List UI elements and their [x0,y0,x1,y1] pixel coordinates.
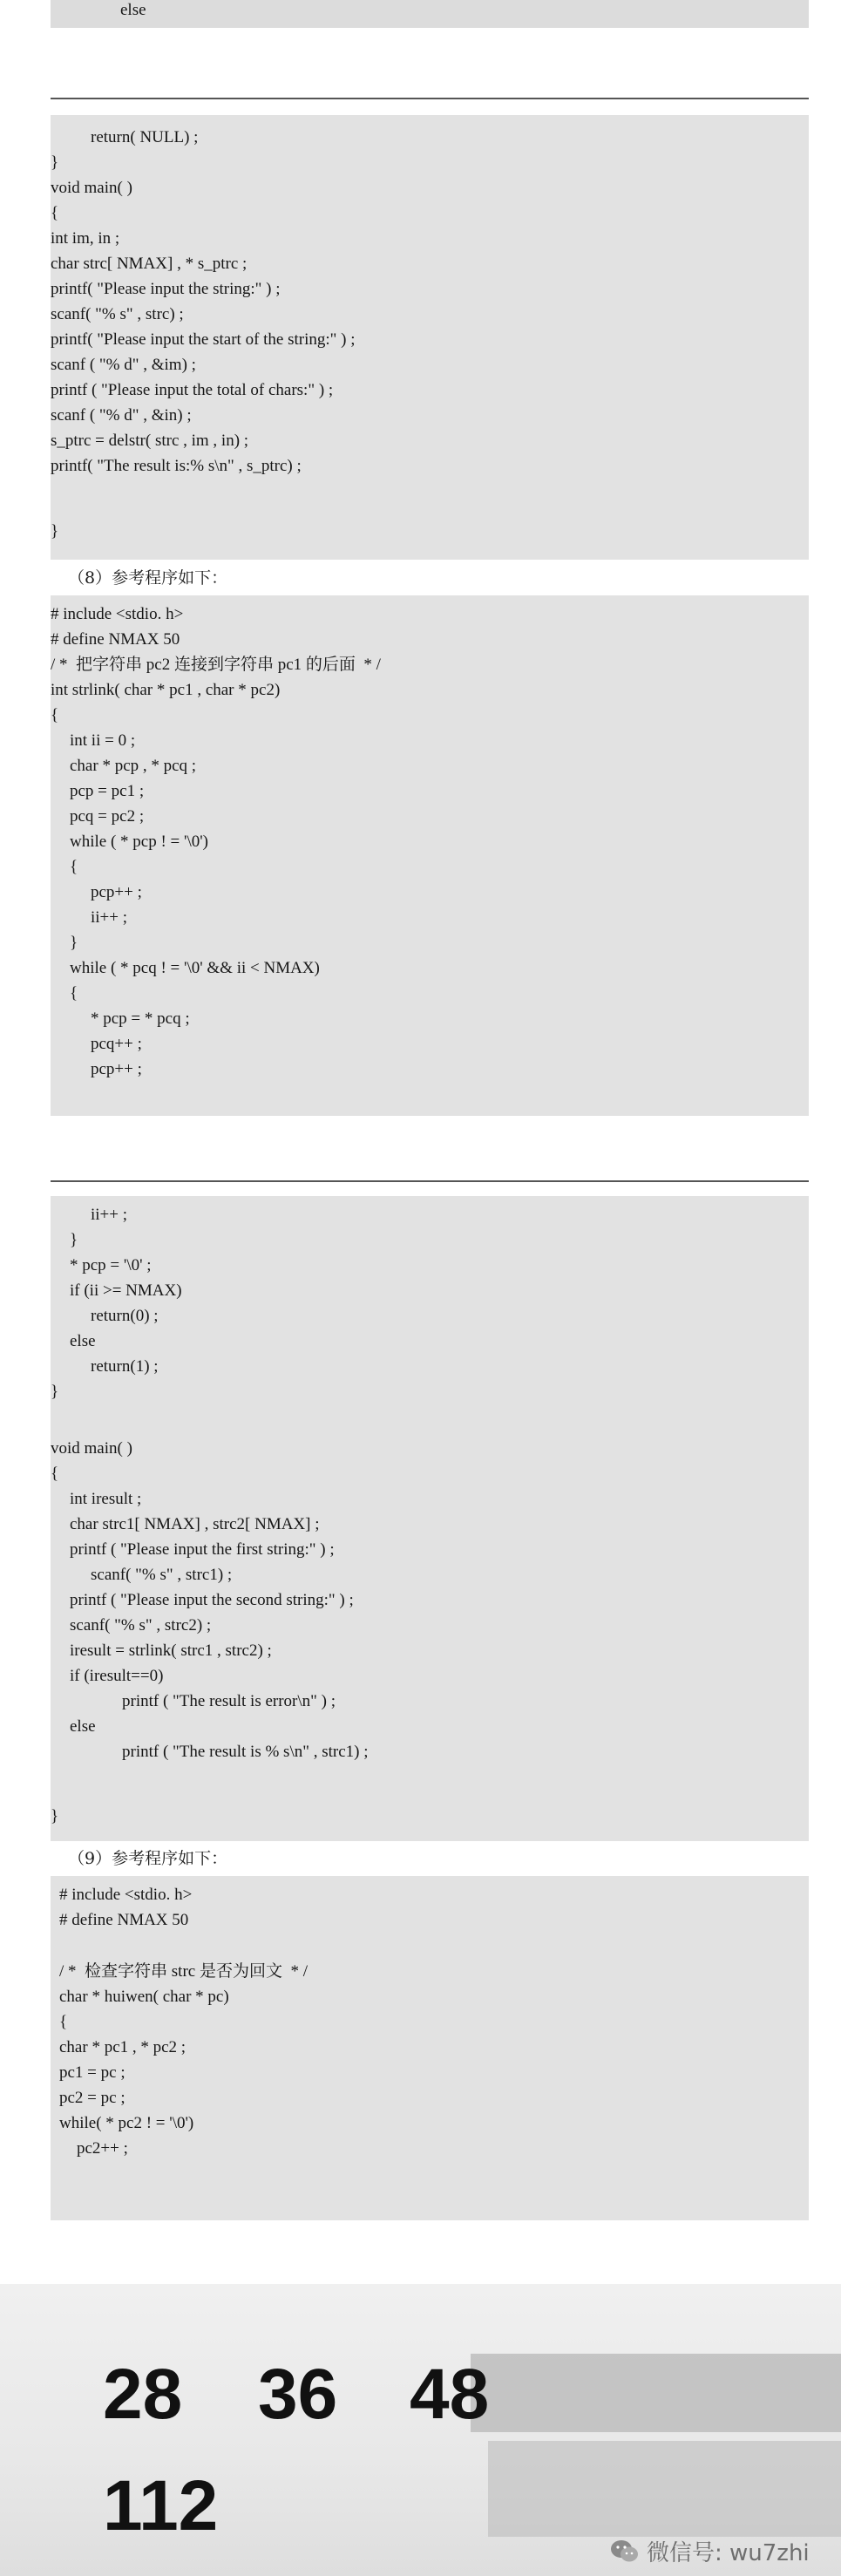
code-line: else [120,1,146,19]
code-line: { [59,2013,68,2031]
code-line: char * pcp , * pcq ; [70,757,197,775]
code-line: printf ( "The result is % s\n" , strc1) ; [122,1743,369,1761]
number-label: 48 [410,2355,490,2434]
code-line: # include <stdio. h> [51,605,184,623]
code-block-strlink [51,595,809,1116]
code-line: return( NULL) ; [91,128,199,146]
code-line: return(0) ; [91,1307,159,1325]
code-line: } [51,1383,59,1401]
code-line: char strc1[ NMAX] , strc2[ NMAX] ; [70,1515,320,1533]
code-line: pc2 = pc ; [59,2089,125,2107]
code-line: } [70,1231,78,1249]
code-line: * pcp = '\0' ; [70,1256,152,1274]
code-line: int strlink( char * pc1 , char * pc2) [51,681,281,699]
code-line: printf( "The result is:% s\n" , s_ptrc) ; [51,457,302,475]
code-line: int iresult ; [70,1490,142,1508]
code-line: } [70,934,78,952]
code-line: while ( * pcp ! = '\0') [70,833,208,851]
code-line: scanf ( "% d" , &in) ; [51,406,192,425]
code-line: char strc[ NMAX] , * s_ptrc ; [51,255,248,273]
blurred-text-block [488,2441,841,2537]
code-line: scanf( "% s" , strc2) ; [70,1616,212,1635]
code-line: char * huiwen( char * pc) [59,1988,229,2006]
blurred-text-block [471,2354,841,2432]
number-label: 36 [258,2355,338,2434]
code-block-huiwen [51,1876,809,2220]
code-line: pcq++ ; [91,1035,142,1053]
code-line: if (iresult==0) [70,1667,164,1685]
watermark-text: 微信号: wu7zhi [647,2540,810,2566]
code-line: { [51,706,59,724]
code-line: if (ii >= NMAX) [70,1281,182,1300]
code-line: pc1 = pc ; [59,2063,125,2082]
code-line: iresult = strlink( strc1 , strc2) ; [70,1641,272,1660]
code-line: void main( ) [51,1439,132,1458]
wechat-icon [610,2539,640,2565]
code-line: scanf ( "% d" , &im) ; [51,356,196,374]
code-line: # define NMAX 50 [59,1911,189,1929]
code-line: / * 检查字符串 strc 是否为回文 * / [59,1962,308,1981]
code-line: } [51,522,59,540]
code-line: printf ( "Please input the first string:" ) ; [70,1540,335,1559]
code-line: * pcp = * pcq ; [91,1009,190,1028]
code-line: } [51,1807,59,1825]
code-line: while( * pc2 ! = '\0') [59,2114,194,2132]
code-line: return(1) ; [91,1357,159,1376]
page-divider [51,98,809,99]
code-line: pcq = pc2 ; [70,807,145,826]
code-line: printf ( "Please input the total of chars:" ) ; [51,381,334,399]
code-line: pcp++ ; [91,883,142,901]
code-line: printf( "Please input the string:" ) ; [51,280,281,298]
code-line: # include <stdio. h> [59,1886,193,1904]
code-line: void main( ) [51,179,132,197]
code-line: } [51,153,59,172]
section-heading-9: （9）参考程序如下： [68,1849,228,1868]
code-line: printf ( "The result is error\n" ) ; [122,1692,336,1710]
code-line: pcp++ ; [91,1060,142,1078]
code-line: while ( * pcq ! = '\0' && ii < NMAX) [70,959,320,977]
code-block-strlink-main [51,1196,809,1841]
code-line: { [70,858,78,876]
code-line: # define NMAX 50 [51,630,180,649]
code-line: s_ptrc = delstr( strc , im , in) ; [51,432,249,450]
number-label: 112 [103,2466,219,2545]
code-line: ii++ ; [91,1206,128,1224]
code-line: / * 把字符串 pc2 连接到字符串 pc1 的后面 * / [51,656,381,674]
code-line: pcp = pc1 ; [70,782,145,800]
code-line: int im, in ; [51,229,120,248]
code-block-delstr-main [51,115,809,560]
code-line: printf( "Please input the start of the string:" ) ; [51,330,356,349]
code-line: pc2++ ; [77,2139,128,2158]
code-line: { [51,1465,59,1483]
code-line: printf ( "Please input the second string:" ) ; [70,1591,354,1609]
code-line: scanf( "% s" , strc) ; [51,305,184,323]
code-line: else [70,1717,96,1736]
code-line: { [51,204,59,222]
code-line: ii++ ; [91,908,128,927]
code-line: char * pc1 , * pc2 ; [59,2038,187,2056]
number-label: 28 [103,2355,183,2434]
previous-code-strip [51,0,809,28]
code-line: else [70,1332,96,1350]
code-line: int ii = 0 ; [70,731,136,750]
code-line: { [70,984,78,1003]
page-divider [51,1180,809,1182]
code-line: scanf( "% s" , strc1) ; [91,1566,233,1584]
wechat-watermark [610,2535,810,2567]
section-heading-8: （8）参考程序如下： [68,568,228,588]
